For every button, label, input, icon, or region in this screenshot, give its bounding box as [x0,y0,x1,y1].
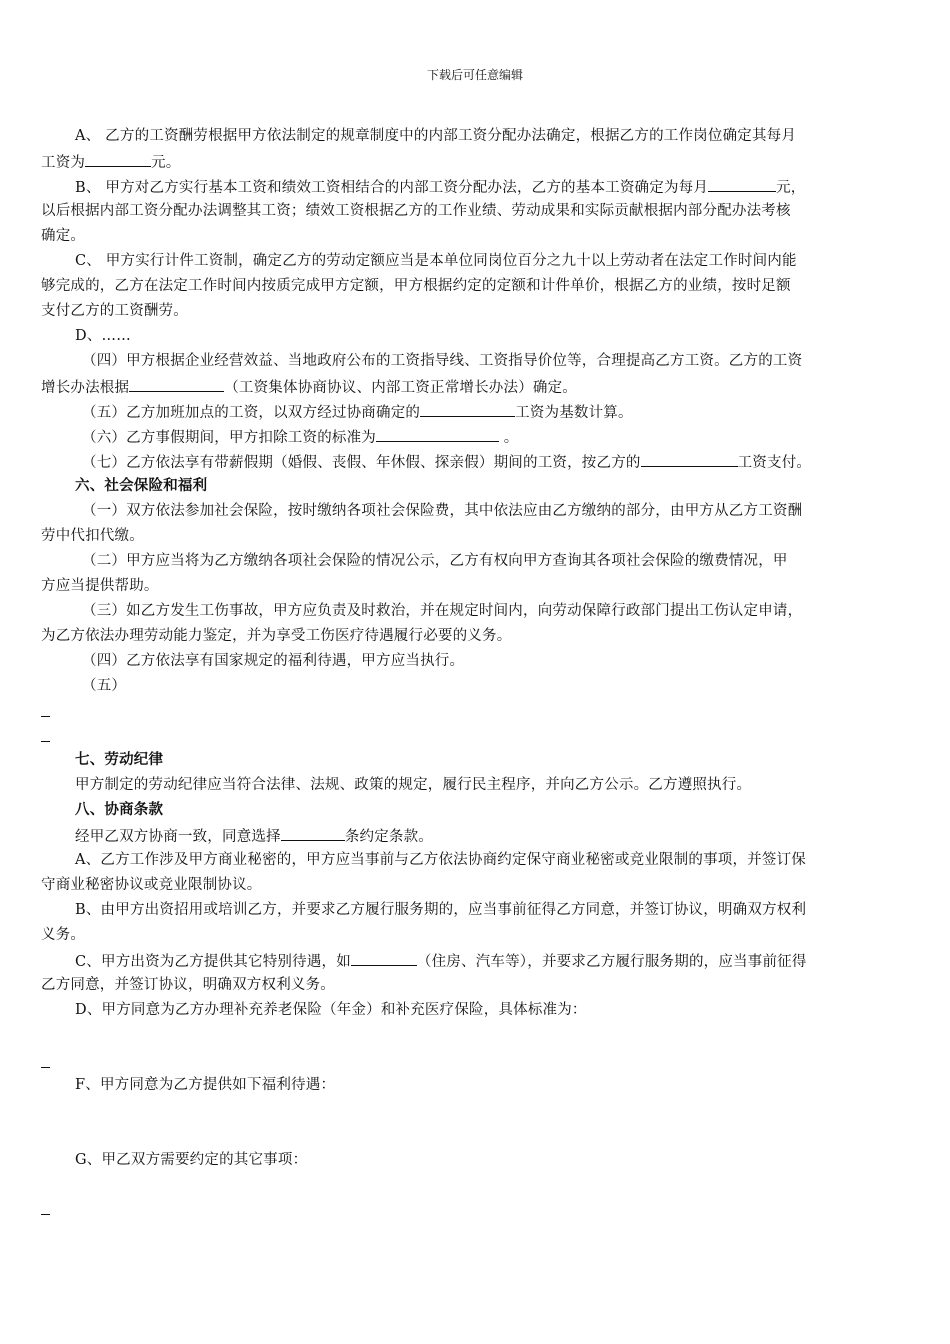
fill-blank [376,428,499,442]
paragraph-line: B、由甲方出资招用或培训乙方，并要求乙方履行服务期的，应当事前征得乙方同意，并签订协议，明确双方权利 [75,902,807,918]
paragraph-line: 守商业秘密协议或竞业限制协议。 [41,877,262,893]
paragraph-line: 为乙方依法办理劳动能力鉴定，并为享受工伤医疗待遇履行必要的义务。 [41,628,512,644]
section-heading: 八、协商条款 [75,801,164,818]
section-heading: 六、社会保险和福利 [75,477,208,494]
blank-line-mark [41,1067,50,1068]
paragraph-line: 劳中代扣代缴。 [41,528,144,544]
paragraph-line: （六）乙方事假期间，甲方扣除工资的标准为 。 [82,430,519,446]
paragraph-line: 支付乙方的工资酬劳。 [41,303,188,319]
paragraph-line: 以后根据内部工资分配办法调整其工资；绩效工资根据乙方的工作业绩、劳动成果和实际贡献根据内部分配办法考核 [41,203,791,219]
fill-blank [281,827,345,841]
paragraph-line: （四）乙方依法享有国家规定的福利待遇，甲方应当执行。 [82,653,465,669]
paragraph-line: F、甲方同意为乙方提供如下福利待遇： [75,1077,336,1093]
paragraph-line: B、 甲方对乙方实行基本工资和绩效工资相结合的内部工资分配办法，乙方的基本工资确定为每月 元， [75,180,806,196]
paragraph-line: C、 甲方实行计件工资制，确定乙方的劳动定额应当是本单位同岗位百分之九十以上劳动者在法定工作时间内能 [75,253,797,269]
paragraph-line: D、…… [75,328,131,344]
paragraph-line: 甲方制定的劳动纪律应当符合法律、法规、政策的规定，履行民主程序，并向乙方公示。乙方遵照执行。 [75,777,752,793]
paragraph-line: （五） [82,678,127,694]
blank-line-mark [41,741,50,742]
page-header: 下载后可任意编辑 [426,68,523,82]
paragraph-line: （一）双方依法参加社会保险，按时缴纳各项社会保险费，其中依法应由乙方缴纳的部分，由甲方从乙方工资酬 [82,503,803,519]
paragraph-line: 义务。 [41,927,86,943]
fill-blank [351,952,417,966]
paragraph-line: （七）乙方依法享有带薪假期（婚假、丧假、年休假、探亲假）期间的工资，按乙方的 工资支付。 [82,455,812,471]
section-heading: 七、劳动纪律 [75,751,164,768]
paragraph-line: （四）甲方根据企业经营效益、当地政府公布的工资指导线、工资指导价位等，合理提高乙方工资。乙方的工资 [82,353,803,369]
fill-blank [85,153,151,167]
paragraph-line: A、乙方工作涉及甲方商业秘密的，甲方应当事前与乙方依法协商约定保守商业秘密或竞业限制的事项，并签订保 [75,852,806,868]
paragraph-line: G、甲乙双方需要约定的其它事项： [75,1152,308,1168]
paragraph-line: D、甲方同意为乙方办理补充养老保险（年金）和补充医疗保险，具体标准为： [75,1002,587,1018]
fill-blank [708,178,776,192]
paragraph-line: （三）如乙方发生工伤事故，甲方应负责及时救治，并在规定时间内，向劳动保障行政部门提出工伤认定申请， [82,603,803,619]
paragraph-line: 够完成的，乙方在法定工作时间内按质完成甲方定额，甲方根据约定的定额和计件单价，根据乙方的业绩，按时足额 [41,278,791,294]
paragraph-line: （五）乙方加班加点的工资，以双方经过协商确定的 工资为基数计算。 [82,405,633,421]
fill-blank [641,453,738,467]
blank-line-mark [41,1214,50,1215]
fill-blank [129,378,224,392]
paragraph-line: （二）甲方应当将为乙方缴纳各项社会保险的情况公示，乙方有权向甲方查询其各项社会保险的缴费情况，甲 [82,553,788,569]
paragraph-line: A、 乙方的工资酬劳根据甲方依法制定的规章制度中的内部工资分配办法确定，根据乙方的工作岗位确定其每月 [75,128,797,144]
paragraph-line: 方应当提供帮助。 [41,578,159,594]
paragraph-line: 乙方同意，并签订协议，明确双方权利义务。 [41,977,335,993]
paragraph-line: C、甲方出资为乙方提供其它特别待遇，如 （住房、汽车等），并要求乙方履行服务期的，应当事前征得 [75,954,807,970]
paragraph-line: 工资为 元。 [41,155,181,171]
paragraph-line: 确定。 [41,228,86,244]
paragraph-line: 经甲乙双方协商一致，同意选择 条约定条款。 [75,829,434,845]
paragraph-line: 增长办法根据 （工资集体协商协议、内部工资正常增长办法）确定。 [41,380,578,396]
blank-line-mark [41,716,50,717]
fill-blank [420,403,515,417]
